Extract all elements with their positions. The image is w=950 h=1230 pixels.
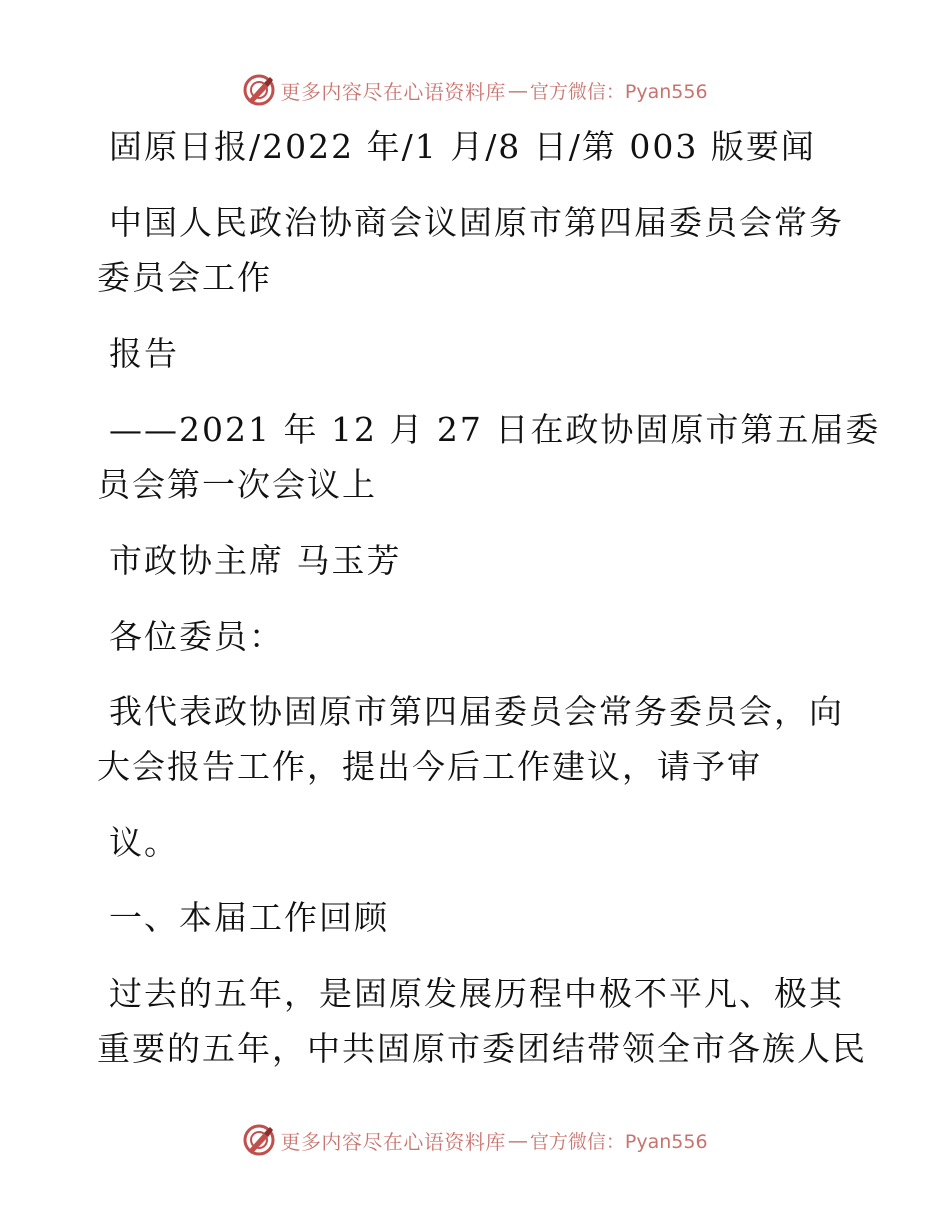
paragraph-line-1: 我代表政协固原市第四届委员会常务委员会，向 — [109, 692, 844, 731]
subtitle-line-1: ——2021 年 12 月 27 日在政协固原市第五届委 — [109, 410, 881, 449]
watermark-dash: — — [507, 1128, 528, 1152]
pen-logo-icon — [242, 1123, 276, 1157]
paragraph-line-2: 大会报告工作，提出今后工作建议，请予审 — [97, 747, 762, 786]
title-line-2: 委员会工作 — [97, 258, 272, 297]
title-line-3: 报告 — [109, 334, 179, 373]
title-line-1: 中国人民政治协商会议固原市第四届委员会常务 — [109, 203, 844, 242]
salutation-line: 各位委员： — [109, 617, 284, 656]
watermark-dash: — — [507, 78, 528, 102]
paragraph-line-5: 重要的五年，中共固原市委团结带领全市各族人民 — [97, 1029, 867, 1068]
watermark-text: 更多内容尽在心语资料库 — [280, 1129, 506, 1154]
pen-logo-icon — [242, 73, 276, 107]
footer-watermark — [0, 1120, 950, 1160]
section-heading: 一、本届工作回顾 — [109, 898, 389, 937]
header-watermark — [0, 70, 950, 110]
paragraph-line-4: 过去的五年，是固原发展历程中极不平凡、极其 — [109, 974, 844, 1013]
source-line: 固原日报/2022 年/1 月/8 日/第 003 版要闻 — [109, 127, 816, 166]
subtitle-line-2: 员会第一次会议上 — [97, 465, 377, 504]
watermark-wechat: 官方微信：Pyan556 — [529, 80, 708, 103]
paragraph-line-3: 议。 — [109, 823, 179, 862]
watermark-text: 更多内容尽在心语资料库 — [280, 79, 506, 104]
author-line: 市政协主席 马玉芳 — [109, 541, 402, 580]
watermark-wechat: 官方微信：Pyan556 — [529, 1130, 708, 1153]
